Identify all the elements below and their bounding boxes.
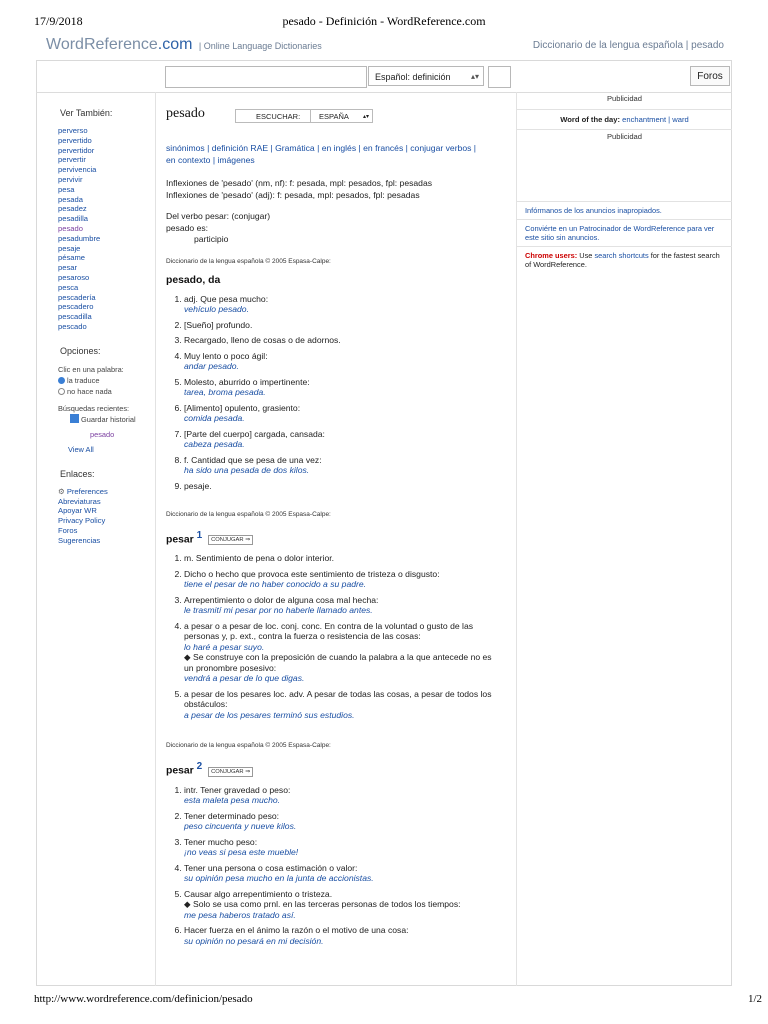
definition-item [184,335,502,346]
definition-item [184,925,502,946]
definition-item [184,689,502,721]
entry-title: pesado, da [166,274,221,286]
definition-text: Arrepentimiento o dolor de alguna cosa mal hecha: [184,594,379,605]
example-text: peso cincuenta y nueve kilos. [184,821,297,832]
definition-item [184,595,502,616]
example-text: andar pesado. [184,361,239,371]
definition-text: [Alimento] opulento, grasiento: [184,402,301,413]
related-links [166,142,502,166]
listen-label[interactable]: ESCUCHAR: [256,112,301,121]
see-also-link[interactable]: pescadero [58,302,94,312]
headword: pesado [166,106,205,121]
search-button[interactable] [488,66,511,88]
see-also-item [58,244,148,254]
example-text: a pesar de los pesares terminó sus estudios. [184,709,355,720]
see-also-link[interactable]: pésame [58,253,86,263]
print-date: 17/9/2018 [34,14,83,28]
print-url: http://www.wordreference.com/definicion/pesado [34,993,253,1005]
link-item [58,516,148,526]
definition-text: [Sueño] profundo. [184,319,253,330]
sidebar-link[interactable]: Preferences [66,486,108,496]
site-header [46,36,322,54]
see-also-link[interactable]: pesadilla [58,214,88,224]
example-text: ¡no veas si pesa este mueble! [184,847,299,858]
sidebar-link[interactable]: Foros [58,525,78,535]
example-text: vehículo pesado. [184,304,249,314]
definition-text: Causar algo arrepentimiento o tristeza. [184,888,333,899]
listen-control[interactable] [235,109,373,123]
verb-line: pesado es: [166,222,209,233]
definition-list [166,785,502,947]
example-text: su opinión pesa mucho en la junta de accionistas. [184,873,374,884]
search-shortcuts-link[interactable]: search shortcuts [594,251,649,260]
conjugate-button[interactable]: CONJUGAR ⇒ [208,767,253,777]
see-also-item [58,204,148,214]
see-also-link[interactable]: pescado [58,321,87,331]
definition-list [166,553,502,720]
verb-line: participio [194,234,229,244]
definition-item [184,377,502,398]
sidebar-link[interactable]: Privacy Policy [58,516,106,526]
recent-search-item[interactable]: pesado [90,429,115,439]
ad-label: Publicidad [606,94,643,103]
entry-title: pesar $^2$ CONJUGAR ⇒ [166,761,502,776]
wotd-link[interactable]: enchantment | ward [622,115,689,124]
definition-item [184,889,502,921]
option-nothing[interactable]: no hace nada [58,386,148,397]
entry-superscript: 1 [196,530,203,541]
example-text: comida pesada. [184,413,245,423]
see-also-item [58,224,148,234]
logo[interactable]: WordReference.com [46,36,193,53]
dictionary-select-value: Español: definición [375,72,451,82]
example-text: esta maleta pesa mucho. [184,795,281,806]
page-context: Diccionario de la lengua española | pesado [532,40,724,51]
see-also-item [58,175,148,185]
view-all-link[interactable]: View All [68,444,94,454]
dictionary-select[interactable] [368,66,484,86]
see-also-link[interactable]: pervivir [58,174,83,184]
see-also-item [58,185,148,195]
see-also-item [58,136,148,146]
chrome-label: Chrome users: [525,251,578,260]
related-links-line2[interactable]: en contexto | imágenes [166,155,255,165]
see-also-link[interactable]: pesca [58,282,79,292]
definition-text: m. Sentimiento de pena o dolor interior. [184,553,335,564]
example-text: su opinión no pesará en mi decisión. [184,935,324,946]
example-text: ha sido una pesada de dos kilos. [184,465,310,475]
see-also-item [58,293,148,303]
conjugate-button[interactable]: CONJUGAR ⇒ [208,535,253,545]
definition-text: intr. Tener gravedad o peso: [184,784,291,795]
see-also-item [58,263,148,273]
definition-text: Tener determinado peso: [184,810,280,821]
definition-item [184,553,502,564]
definition-text: Tener mucho peso: [184,836,258,847]
source-note: Diccionario de la lengua española © 2005 Espasa-Calpe: [166,742,331,750]
print-page: 1/2 [747,993,762,1005]
source-note: Diccionario de la lengua española © 2005 Espasa-Calpe: [166,511,331,518]
see-also-item [58,214,148,224]
definition-text: pesaje. [184,480,212,491]
definition-item [184,811,502,832]
see-also-title: Ver También: [60,108,113,118]
definition-text: adj. Que pesa mucho: [184,293,269,304]
definition-item [184,837,502,858]
see-also-link[interactable]: pervivencia [58,165,97,175]
definition-item [184,569,502,590]
definition-item [184,785,502,806]
definition-item [184,863,502,884]
see-also-item [58,234,148,244]
links-title: Enlaces: [60,468,95,479]
see-also-item [58,155,148,165]
wotd-label: Word of the day: [560,115,621,124]
see-also-item [58,322,148,332]
recent-label: Búsquedas recientes: [58,403,130,413]
inflections [166,178,502,201]
definition-item [184,429,502,450]
definition-item [184,351,502,372]
definition-item [184,455,502,476]
search-input[interactable] [165,66,367,88]
options-title: Opciones: [60,345,101,356]
example-text: tiene el pesar de no haber conocido a su padre. [184,579,367,590]
see-also-link[interactable]: pescadilla [58,312,92,322]
radio-selected-icon[interactable] [58,377,65,384]
see-also-item [58,312,148,322]
divider [155,92,156,986]
definition-text: f. Cantidad que se pesa de una vez: [184,454,322,465]
right-links [517,201,732,273]
links-list [58,487,148,546]
see-also-item [58,126,148,136]
radio-icon[interactable] [58,388,65,395]
definition-list [166,294,502,492]
region-select[interactable]: ESPAÑA [310,110,349,122]
sidebar-link[interactable]: Apoyar WR [58,506,97,516]
see-also-item [58,165,148,175]
inflection-line: Inflexiones de 'pesado' (nm, nf): f: pesada, mpl: pesados, fpl: pesadas [166,178,433,188]
link-item [58,526,148,536]
right-column [517,94,732,273]
see-also-link[interactable]: pervertidor [58,145,95,155]
select-arrows-icon: ▴▾ [362,114,369,120]
click-label: Clic en una palabra: [58,364,124,374]
forums-button[interactable]: Foros [690,66,730,86]
sidebar [58,108,148,546]
sidebar-link[interactable]: Abreviaturas [58,496,101,506]
entry-superscript: 2 [196,761,203,773]
tagline: | Online Language Dictionaries [198,41,322,51]
checkbox-checked-icon[interactable] [70,414,79,423]
sponsor-link[interactable]: Conviérte en un Patrocinador de WordReference para ver este sitio sin anuncios. [525,224,715,242]
sidebar-link[interactable]: Sugerencias [58,535,101,545]
save-history-toggle[interactable]: Guardar historial [58,414,148,425]
see-also-list [58,126,148,332]
definition-item [184,403,502,424]
link-item [58,497,148,507]
select-arrows-icon: ▴▾ [470,72,479,81]
usage-note: ◆ Solo se usa como prnl. en las terceras personas de todos los tiempos: [184,899,461,910]
definition-text: Muy lento o poco ágil: [184,350,268,361]
see-also-link[interactable]: pesa [58,184,75,194]
example-text: cabeza pesada. [184,439,245,449]
inflection-line: Inflexiones de 'pesado' (adj): f: pesada, mpl: pesados, fpl: pesadas [166,189,420,200]
definition-text: Recargado, lleno de cosas o de adornos. [184,335,341,345]
usage-note: ◆ Se construye con la preposición de cuando la palabra a la que antecede no es un pronombre posesivo: [184,652,492,673]
link-item [58,506,148,516]
see-also-link[interactable]: pesadez [58,204,87,214]
definition-item [184,621,502,684]
see-also-item [58,302,148,312]
definition-text: Dicho o hecho que provoca este sentimiento de tristeza o disgusto: [184,568,440,579]
example-text: me pesa haberos tratado así. [184,909,296,920]
see-also-item [58,273,148,283]
see-also-link[interactable]: pesadumbre [58,233,101,243]
example-text: le trasmití mi pesar por no haberle llamado antes. [184,605,373,616]
gear-icon: ⚙ [58,486,65,496]
example-text: tarea, broma pesada. [184,387,266,397]
see-also-link[interactable]: pervertir [58,155,86,165]
see-also-item [58,195,148,205]
definition-text: Tener una persona o cosa estimación o valor: [184,862,358,873]
verb-line: Del verbo pesar: (conjugar) [166,211,271,221]
report-ads-link[interactable]: Infórmanos de los anuncios inapropiados. [525,206,662,215]
definition-item [184,294,502,315]
main-content [166,106,502,951]
definition-text: a pesar de los pesares loc. adv. A pesar de todas las cosas, a pesar de todos los obstáculos: [184,688,492,710]
ad-label: Publicidad [606,132,643,141]
see-also-item [58,253,148,263]
see-also-link[interactable]: pesar [58,263,77,273]
option-translate[interactable]: la traduce [58,375,148,386]
see-also-link[interactable]: perverso [58,126,88,135]
see-also-link[interactable]: pesada [58,194,83,204]
definition-item [184,481,502,492]
definition-text: Hacer fuerza en el ánimo la razón o el motivo de una cosa: [184,925,409,936]
example-text: vendrá a pesar de lo que digas. [184,673,305,684]
example-text: lo haré a pesar suyo. [184,641,265,652]
see-also-link[interactable]: pesaje [58,243,81,253]
print-title: pesado - Definición - WordReference.com [282,14,486,28]
definition-item [184,320,502,331]
see-also-link[interactable]: pervertido [58,135,92,145]
link-item [58,487,148,497]
definition-text: [Parte del cuerpo] cargada, cansada: [184,428,325,439]
related-links-line1[interactable]: sinónimos | definición RAE | Gramática | en inglés | en francés | conjugar verbos | [166,143,477,153]
verb-info [166,211,502,246]
chrome-tip: Chrome users: Use search shortcuts for the fastest search of WordReference. [517,246,732,273]
entry-title: pesar $^1$ CONJUGAR ⇒ [166,530,502,545]
see-also-link[interactable]: pesaroso [58,272,90,282]
definition-text: Molesto, aburrido o impertinente: [184,376,310,387]
word-of-the-day [517,109,732,130]
see-also-item [58,146,148,156]
link-item [58,536,148,546]
definition-text: a pesar o a pesar de loc. conj. conc. En contra de la voluntad o gusto de las personas y, p. ext., contra la fuerza o resistencia de las cosas: [184,620,474,642]
see-also-link[interactable]: pescadería [58,292,96,302]
see-also-link[interactable]: pesado [58,223,83,233]
source-note: Diccionario de la lengua española © 2005 Espasa-Calpe: [166,257,331,265]
see-also-item [58,283,148,293]
